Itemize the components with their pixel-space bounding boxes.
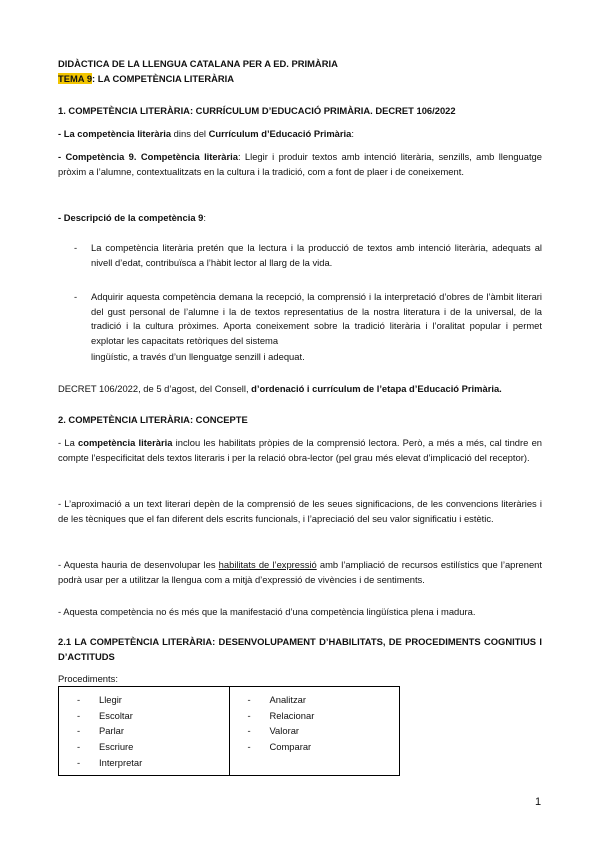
list-dash: - [77,694,81,705]
list-item-text: Relacionar [269,709,315,721]
list-item [248,708,394,724]
s2-p3-start: - Aquesta hauria de desenvolupar les [58,559,219,570]
subject-title: DIDÀCTICA DE LA LLENGUA CATALANA PER A ED. PRIMÀRIA [58,58,338,69]
list-item [77,723,223,739]
s2-p1-dash: - La [58,437,79,448]
list-item [77,708,223,724]
list-item-text: Escoltar [99,709,133,721]
s2-p3-underlined: habilitats de l’expressió [218,559,317,570]
page-number: 1 [535,796,542,808]
decret-title: d’ordenació i currículum de l’etapa d’Educació Primària. [251,383,502,394]
s1-paragraph-1 [58,127,542,142]
bullet-dash: - [74,291,78,302]
topic-title [58,72,542,87]
s1-p1-dash: - La [58,128,78,139]
list-dash: - [77,709,81,721]
s1-paragraph-2 [58,150,542,179]
s2-paragraph-2: - L’aproximació a un text literari depèn de la comprensió de les seues significacions, de les convencions literàries i de les tècniques que el fan diferent dels escrits funcionals, i l’apreciació del seu valor significatiu i estètic. [58,498,542,524]
topic-label-highlight: TEMA 9 [58,73,93,84]
s1-p1-mid: dins del [171,128,209,139]
decret-reference [58,382,542,397]
list-dash: - [247,725,251,737]
list-item-text: Analitzar [269,694,306,705]
list-item-text: Escriure [99,741,134,753]
list-dash: - [77,725,81,737]
list-item [77,692,223,708]
list-dash: - [77,741,81,753]
list-item-text: Interpretar [99,756,143,768]
procediments-table [58,686,400,776]
list-item [77,755,223,771]
procediments-column-1 [59,687,230,776]
section-2-heading: 2. COMPETÈNCIA LITERÀRIA: CONCEPTE [58,414,248,425]
procediments-label: Procediments: [58,673,118,684]
list-item [77,739,223,755]
s1-p1-colon: : [351,128,354,139]
s1-description-label [58,211,542,226]
list-dash: - [77,756,81,768]
s2-paragraph-4: - Aquesta competència no és més que la manifestació d’una competència lingüística plena i madura. [58,606,476,617]
list-item-text: Llegir [99,694,122,705]
s2-p3-end: amb l’ampliació de recursos estilístics que l’aprenent podrà usar per a utilitzar la llengua com a mitjà d’expressió de vivències i de sentiments. [58,559,542,585]
table-row [59,687,400,776]
decret-text: DECRET 106/2022, de 5 d’agost, del Consell, [58,383,252,394]
s1-bullet-2-last-line: lingüístic, a través d’un llenguatge senzill i adequat. [91,351,305,362]
s1-desc-colon: : [203,212,206,223]
s2-paragraph-3 [58,558,542,587]
s1-p1-term: competència literària [77,128,172,139]
topic-title-text: : LA COMPETÈNCIA LITERÀRIA [92,73,235,84]
section-1-heading: 1. COMPETÈNCIA LITERÀRIA: CURRÍCULUM D’EDUCACIÓ PRIMÀRIA. DECRET 106/2022 [58,105,456,116]
procediments-column-2 [229,687,400,776]
list-item [248,739,394,755]
s1-bullet-1-text: La competència literària pretén que la lectura i la producció de textos amb intenció literària, adequats al nivell d’edat, contribuïsca a l’hàbit lector al llarg de la vida. [91,242,542,268]
list-item [248,692,394,708]
bullet-dash: - [74,242,78,253]
s1-bullet-2-text: Adquirir aquesta competència demana la recepció, la comprensió i la interpretació d’obres de l’àmbit literari del gust personal de l’alumne i la de textos representatius de la nostra literatura i de la universal, de la tradició i la cultura pròximes. Aporta coneixement sobre la tradició literària i l’oralitat popular i permet explotar les capacitats retòriques del sistema [91,291,542,346]
list-item-text: Valorar [269,725,300,737]
list-item [248,723,394,739]
s1-p2-text: : Llegir i produir textos amb intenció literària, senzills, amb llenguatge pròxim a l’alumne, contextualitzats en la cultura i la tradició, com a font de plaer i de coneixement. [58,151,542,177]
s2-p1-text: inclou les habilitats pròpies de la comprensió lectora. Però, a més a més, cal tindre en compte l’especificitat dels textos literaris i per la relació obra-lector (pel grau més elevat d’implicació del receptor). [58,437,542,463]
section-2-1-heading: 2.1 LA COMPETÈNCIA LITERÀRIA: DESENVOLUPAMENT D’HABILITATS, DE PROCEDIMENTS COGNITIUS I D’ACTITUDS [58,636,542,662]
s2-paragraph-1 [58,436,542,465]
list-dash: - [247,694,251,705]
s1-p1-curriculum: Currículum d’Educació Primària [208,128,352,139]
list-item-text: Comparar [269,741,312,753]
s1-desc-label-text: - Descripció de la competència 9 [58,212,204,223]
s2-p1-term: competència literària [78,437,173,448]
list-item-text: Parlar [99,725,125,737]
list-dash: - [247,709,251,721]
s1-p2-label: - Competència 9. Competència literària [58,151,238,162]
list-dash: - [247,741,251,753]
